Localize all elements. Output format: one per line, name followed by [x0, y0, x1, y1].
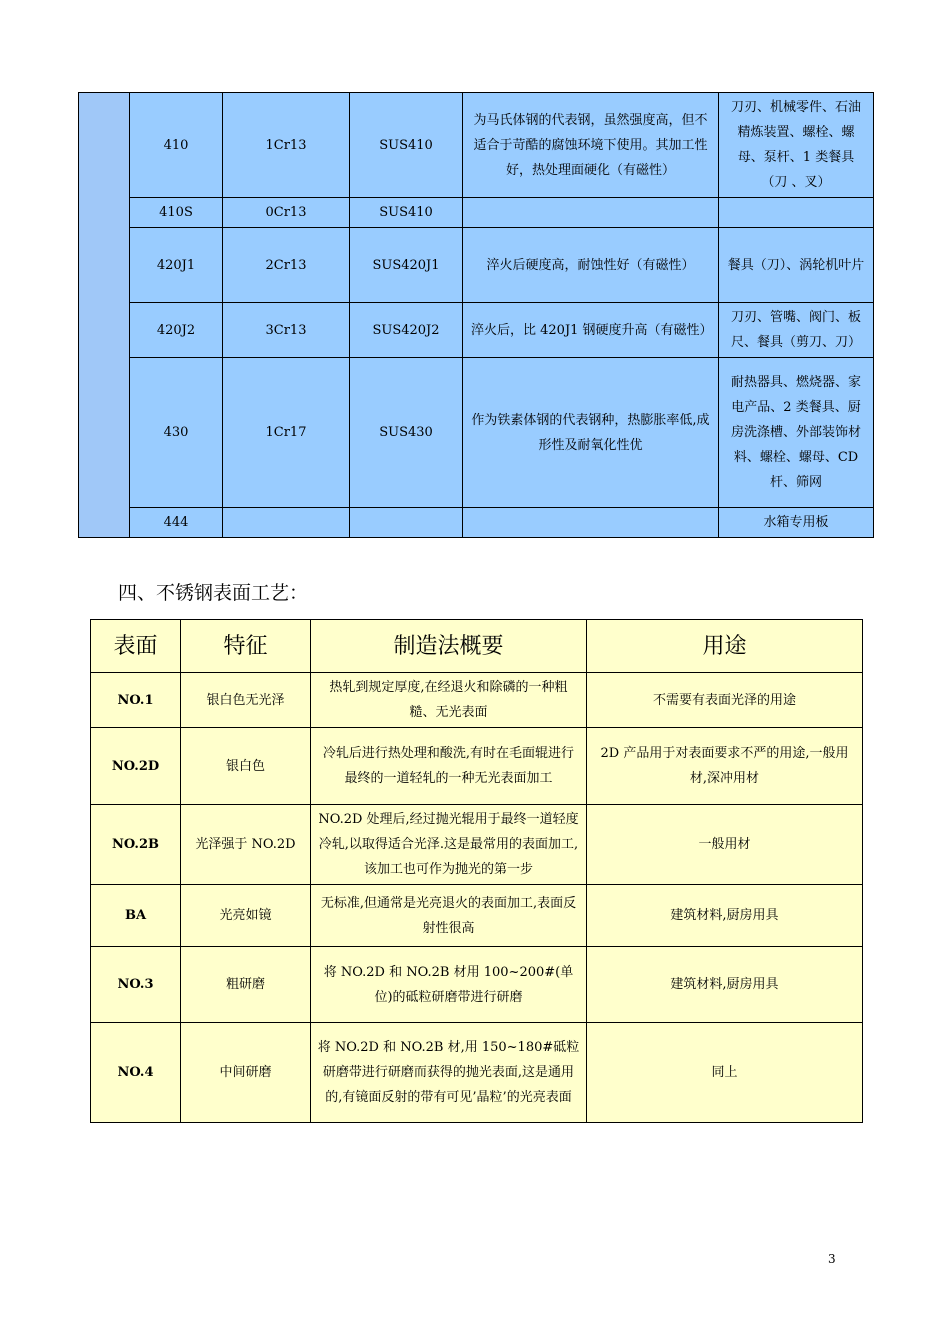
jis-cell: SUS430 — [350, 358, 463, 508]
feature-cell: 淬火后硬度高，耐蚀性好（有磁性） — [463, 228, 719, 303]
steel-grades-table — [78, 92, 874, 538]
gb-cell: 1Cr17 — [223, 358, 350, 508]
feature-cell — [463, 508, 719, 538]
table-row — [91, 673, 863, 728]
use-cell: 建筑材料,厨房用具 — [587, 885, 863, 947]
surface-code-cell: NO.1 — [91, 673, 181, 728]
table-row — [79, 228, 874, 303]
use-cell: 餐具（刀）、涡轮机叶片 — [719, 228, 874, 303]
feature-cell: 粗研磨 — [181, 947, 311, 1023]
use-cell: 耐热器具、燃烧器、家电产品、2 类餐具、厨房洗涤槽、外部装饰材料、螺栓、螺母、CD 杆、筛网 — [719, 358, 874, 508]
feature-cell: 光泽强于 NO.2D — [181, 805, 311, 885]
table-row — [91, 1023, 863, 1123]
surface-code-cell: NO.3 — [91, 947, 181, 1023]
table-row — [79, 358, 874, 508]
use-cell: 2D 产品用于对表面要求不严的用途,一般用材,深冲用材 — [587, 728, 863, 805]
jis-cell: SUS410 — [350, 93, 463, 198]
surface-code-cell: NO.2D — [91, 728, 181, 805]
section-heading: 四、不锈钢表面工艺： — [118, 582, 309, 604]
header-use: 用途 — [587, 620, 863, 673]
feature-cell: 作为铁素体钢的代表钢种，热膨胀率低,成形性及耐氧化性优 — [463, 358, 719, 508]
use-cell: 不需要有表面光泽的用途 — [587, 673, 863, 728]
table-row — [91, 805, 863, 885]
method-cell: 热轧到规定厚度,在经退火和除磷的一种粗糙、无光表面 — [311, 673, 587, 728]
use-cell: 一般用材 — [587, 805, 863, 885]
table-row — [79, 508, 874, 538]
table-row — [79, 198, 874, 228]
gb-cell — [223, 508, 350, 538]
table-row — [79, 303, 874, 358]
jis-cell: SUS410 — [350, 198, 463, 228]
feature-cell: 为马氏体钢的代表钢，虽然强度高，但不适合于苛酷的腐蚀环境下使用。其加工性好，热处理面硬化（有磁性） — [463, 93, 719, 198]
header-row — [91, 620, 863, 673]
surface-code-cell: NO.4 — [91, 1023, 181, 1123]
method-cell: 将 NO.2D 和 NO.2B 材用 100~200#(单位)的砥粒研磨带进行研磨 — [311, 947, 587, 1023]
use-cell: 刀刃、机械零件、石油精炼装置、螺栓、螺母、泵杆、1 类餐具（刀 、叉） — [719, 93, 874, 198]
feature-cell: 淬火后，比 420J1 钢硬度升高（有磁性） — [463, 303, 719, 358]
table-row — [91, 947, 863, 1023]
jis-cell: SUS420J2 — [350, 303, 463, 358]
table-row — [91, 885, 863, 947]
gb-cell: 2Cr13 — [223, 228, 350, 303]
aisi-cell: 420J2 — [130, 303, 223, 358]
use-cell: 刀刃、管嘴、阀门、板尺、餐具（剪刀、刀） — [719, 303, 874, 358]
use-cell — [719, 198, 874, 228]
surface-code-cell: BA — [91, 885, 181, 947]
aisi-cell: 430 — [130, 358, 223, 508]
table-row — [91, 728, 863, 805]
header-method: 制造法概要 — [311, 620, 587, 673]
feature-cell: 银白色 — [181, 728, 311, 805]
gb-cell: 1Cr13 — [223, 93, 350, 198]
method-cell: 无标准,但通常是光亮退火的表面加工,表面反射性很高 — [311, 885, 587, 947]
feature-cell — [463, 198, 719, 228]
use-cell: 同上 — [587, 1023, 863, 1123]
method-cell: 冷轧后进行热处理和酸洗,有时在毛面辊进行最终的一道轻轧的一种无光表面加工 — [311, 728, 587, 805]
surface-code-cell: NO.2B — [91, 805, 181, 885]
jis-cell: SUS420J1 — [350, 228, 463, 303]
aisi-cell: 444 — [130, 508, 223, 538]
aisi-cell: 410S — [130, 198, 223, 228]
header-surface: 表面 — [91, 620, 181, 673]
jis-cell — [350, 508, 463, 538]
category-cell — [79, 93, 130, 538]
aisi-cell: 410 — [130, 93, 223, 198]
method-cell: 将 NO.2D 和 NO.2B 材,用 150~180#砥粒研磨带进行研磨而获得的抛光表面,这是通用的,有镜面反射的带有可见’晶粒’的光亮表面 — [311, 1023, 587, 1123]
use-cell: 水箱专用板 — [719, 508, 874, 538]
feature-cell: 中间研磨 — [181, 1023, 311, 1123]
method-cell: NO.2D 处理后,经过抛光辊用于最终一道轻度冷轧,以取得适合光泽.这是最常用的表面加工,该加工也可作为抛光的第一步 — [311, 805, 587, 885]
feature-cell: 银白色无光泽 — [181, 673, 311, 728]
feature-cell: 光亮如镜 — [181, 885, 311, 947]
page-number: 3 — [828, 1252, 836, 1266]
surface-process-table — [90, 619, 863, 1123]
header-feature: 特征 — [181, 620, 311, 673]
gb-cell: 3Cr13 — [223, 303, 350, 358]
use-cell: 建筑材料,厨房用具 — [587, 947, 863, 1023]
gb-cell: 0Cr13 — [223, 198, 350, 228]
aisi-cell: 420J1 — [130, 228, 223, 303]
table-row — [79, 93, 874, 198]
